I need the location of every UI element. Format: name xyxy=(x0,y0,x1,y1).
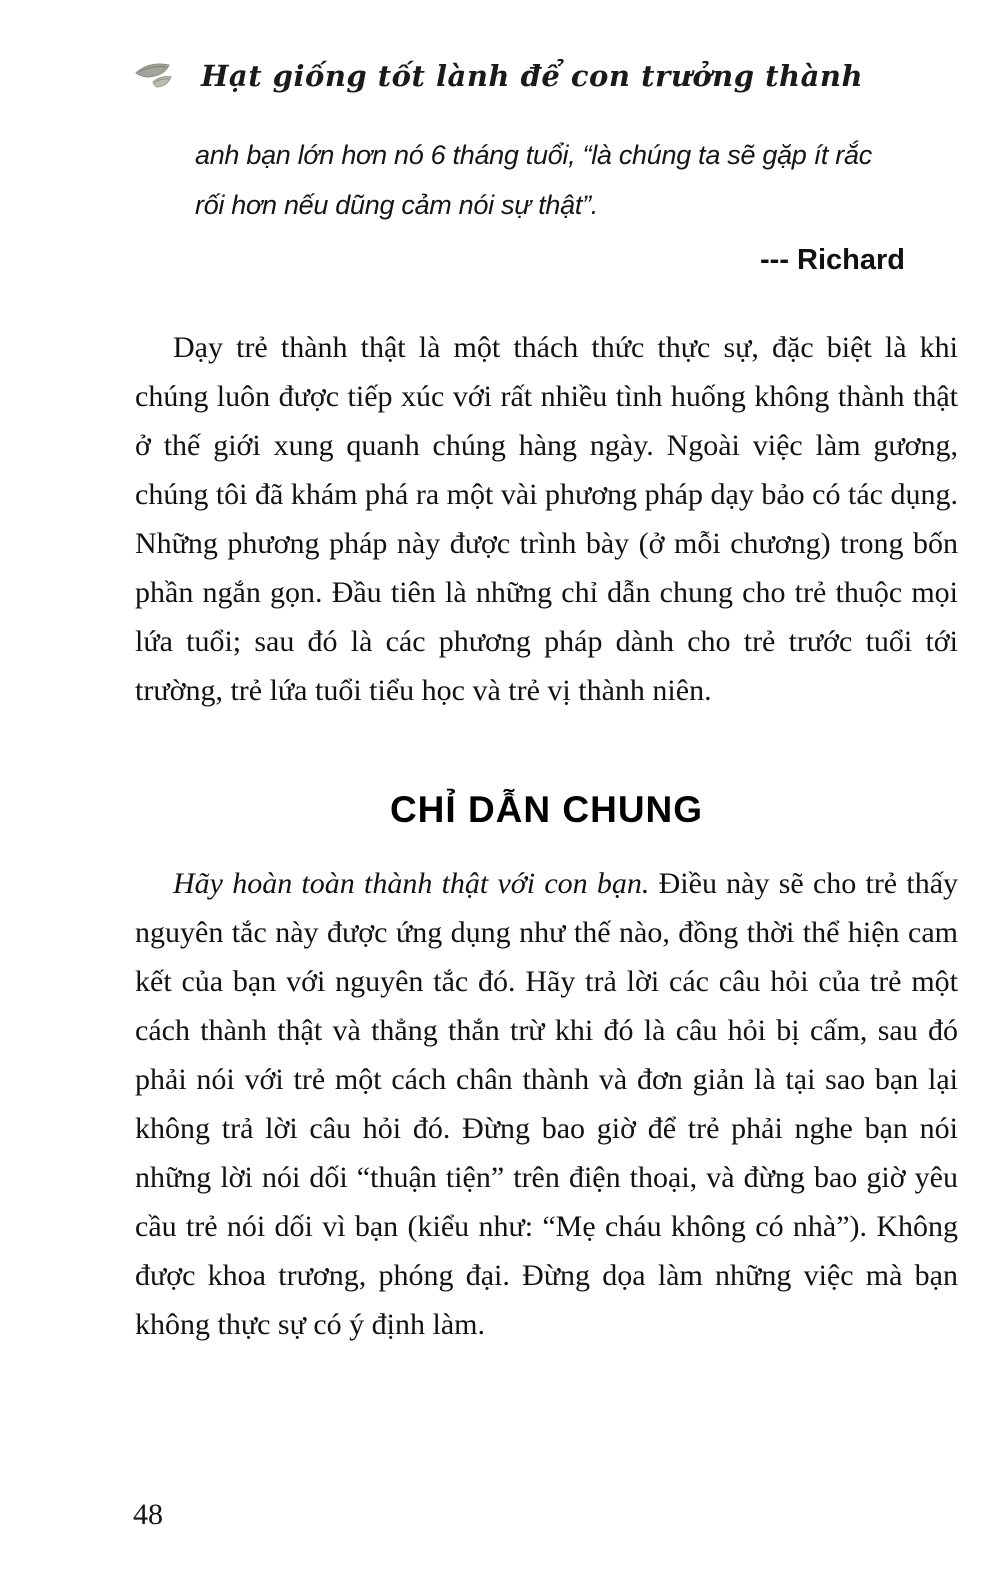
quote-text: anh bạn lớn hơn nó 6 tháng tuổi, “là chúng ta sẽ gặp ít rắc rối hơn nếu dũng cảm nói sự thật”. xyxy=(195,140,872,220)
paragraph-intro: Dạy trẻ thành thật là một thách thức thực sự, đặc biệt là khi chúng luôn được tiếp xúc với rất nhiều tình huống không thành thật ở thế giới xung quanh chúng hàng ngày. Ngoài việc làm gương, chúng tôi đã khám phá ra một vài phương pháp dạy bảo có tác dụng. Những phương pháp này được trình bày (ở mỗi chương) trong bốn phần ngắn gọn. Đầu tiên là những chỉ dẫn chung cho trẻ thuộc mọi lứa tuổi; sau đó là các phương pháp dành cho trẻ trước tuổi tới trường, trẻ lứa tuổi tiểu học và trẻ vị thành niên. xyxy=(135,331,958,707)
quote-block xyxy=(195,130,905,277)
running-header-title: Hạt giống tốt lành để con trưởng thành xyxy=(201,59,864,93)
section-heading: CHỈ DẪN CHUNG xyxy=(389,789,704,830)
leaf-icon xyxy=(133,56,185,96)
paragraph-guidelines xyxy=(135,859,958,1349)
page-footer xyxy=(133,1498,163,1532)
page-number: 48 xyxy=(133,1498,163,1531)
paragraph-lead-italic: Hãy hoàn toàn thành thật với con bạn. xyxy=(173,867,650,900)
quote-attribution: --- Richard xyxy=(760,244,905,276)
paragraph-body-text: Điều này sẽ cho trẻ thấy nguyên tắc này được ứng dụng như thế nào, đồng thời thể hiện cam kết của bạn với nguyên tắc đó. Hãy trả lời các câu hỏi của trẻ một cách thành thật và thẳng thắn trừ khi đó là câu hỏi bị cấm, sau đó phải nói với trẻ một cách chân thành và đơn giản là tại sao bạn lại không trả lời câu hỏi đó. Đừng bao giờ để trẻ phải nghe bạn nói những lời nói dối “thuận tiện” trên điện thoại, và đừng bao giờ yêu cầu trẻ nói dối vì bạn (kiểu như: “Mẹ cháu không có nhà”). Không được khoa trương, phóng đại. Đừng dọa làm những việc mà bạn không thực sự có ý định làm. xyxy=(135,867,959,1341)
running-header xyxy=(133,56,960,96)
